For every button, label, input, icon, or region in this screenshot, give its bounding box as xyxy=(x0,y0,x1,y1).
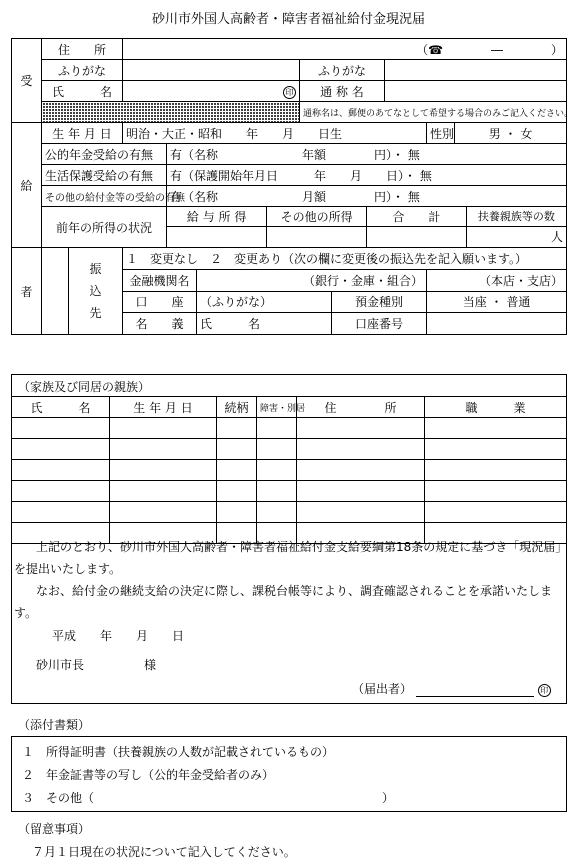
deposit-type-label: 預金種別 xyxy=(332,291,427,313)
bank-label: 金融機関名 xyxy=(123,269,197,291)
attachment-item: ３ その他（ ） xyxy=(22,791,395,805)
family-cell[interactable] xyxy=(257,460,297,481)
attachments-heading: （添付書類） xyxy=(18,718,91,732)
dependents-label: 扶養親族等の数 xyxy=(466,207,566,226)
family-cell[interactable] xyxy=(217,502,257,523)
alias-label: 通 称 名 xyxy=(300,81,385,102)
account-furigana-field[interactable]: （ふりがな） xyxy=(197,291,332,313)
dependents-field[interactable] xyxy=(466,226,566,247)
applicant-side-label-1: 受 xyxy=(12,39,42,123)
account-label-1: 口 座 xyxy=(123,291,197,313)
family-row xyxy=(12,418,567,439)
family-cell[interactable] xyxy=(110,439,217,460)
branch-type: （本店・支店） xyxy=(479,273,564,288)
family-cell[interactable] xyxy=(12,418,110,439)
family-col-address: 住 所 xyxy=(297,397,425,418)
phone-label: （☎ ― ） xyxy=(416,42,564,57)
family-cell[interactable] xyxy=(110,418,217,439)
family-col-job: 職 業 xyxy=(425,397,567,418)
account-name-label: 氏 名 xyxy=(200,317,261,332)
family-row xyxy=(12,460,567,481)
attachment-item: ２ 年金証書等の写し（公的年金受給者のみ） xyxy=(22,768,275,782)
submitter-seal-mark: 印 xyxy=(538,684,551,697)
family-cell[interactable] xyxy=(257,439,297,460)
bank-field[interactable] xyxy=(197,269,427,291)
pension-label: 公的年金受給の有無 xyxy=(42,144,167,165)
family-cell[interactable] xyxy=(257,418,297,439)
family-cell[interactable] xyxy=(217,481,257,502)
account-name-field[interactable] xyxy=(197,313,332,335)
declaration-paragraph-1: 上記のとおり、砂川市外国人高齢者・障害者福祉給付金支給要綱第18条の規定に基づき「現況届」を提出いたします。 xyxy=(14,540,562,576)
income-other-field[interactable] xyxy=(267,226,367,247)
family-cell[interactable] xyxy=(425,439,567,460)
form-title: 砂川市外国人高齢者・障害者福祉給付金現況届 xyxy=(151,12,425,27)
family-cell[interactable] xyxy=(110,481,217,502)
submitter-field[interactable] xyxy=(416,683,534,697)
account-number-field[interactable] xyxy=(427,313,567,335)
family-heading: （家族及び同居の親族） xyxy=(18,380,151,394)
family-cell[interactable] xyxy=(110,502,217,523)
family-cell[interactable] xyxy=(425,460,567,481)
family-cell[interactable] xyxy=(257,502,297,523)
family-cell[interactable] xyxy=(110,460,217,481)
family-table xyxy=(11,396,567,544)
seal-mark: 印 xyxy=(283,86,296,99)
family-cell[interactable] xyxy=(425,418,567,439)
family-col-name: 氏 名 xyxy=(12,397,110,418)
alias-furigana-label: ふりがな xyxy=(300,60,385,81)
transfer-change-field[interactable]: １ 変更なし ２ 変更あり（次の欄に変更後の振込先を記入願います。） xyxy=(123,248,567,270)
family-cell[interactable] xyxy=(217,418,257,439)
birth-field[interactable]: 明治・大正・昭和 年 月 日生 xyxy=(123,123,427,144)
family-row xyxy=(12,439,567,460)
family-cell[interactable] xyxy=(257,481,297,502)
family-col-disability: 障害・別居 xyxy=(257,397,297,418)
submitter-line[interactable] xyxy=(352,680,551,697)
sex-label: 性別 xyxy=(427,123,455,144)
notes-text: ７月１日現在の状況について記入してください。 xyxy=(32,845,296,859)
alias-furigana-field[interactable] xyxy=(385,60,567,81)
welfare-field[interactable]: 有（保護開始年月日 年 月 日）・ 無 xyxy=(167,165,567,186)
income-label: 前年の所得の状況 xyxy=(42,207,167,248)
bank-type: （銀行・金庫・組合） xyxy=(302,273,423,288)
family-row xyxy=(12,502,567,523)
transfer-label-3: 先 xyxy=(89,306,102,320)
other-benefit-label: その他の給付金等の受給の有無 xyxy=(42,186,167,207)
shaded-area xyxy=(42,102,300,123)
furigana-field[interactable] xyxy=(123,60,300,81)
account-number-label: 口座番号 xyxy=(332,313,427,335)
address-field[interactable] xyxy=(123,39,567,60)
submitter-label: （届出者） xyxy=(352,682,413,696)
family-cell[interactable] xyxy=(12,460,110,481)
sex-field[interactable]: 男 ・ 女 xyxy=(455,123,567,144)
alias-note: 通称名は、郵便のあてなとして希望する場合のみご記入ください。 xyxy=(300,102,567,123)
family-cell[interactable] xyxy=(217,460,257,481)
other-benefit-field[interactable]: 有（名称 月額 円）・ 無 xyxy=(167,186,567,207)
furigana-label: ふりがな xyxy=(42,60,123,81)
income-salary-field[interactable] xyxy=(167,226,267,247)
income-subtable xyxy=(167,207,566,247)
family-cell[interactable] xyxy=(425,502,567,523)
transfer-label-1: 振 xyxy=(89,262,102,276)
welfare-label: 生活保護受給の有無 xyxy=(42,165,167,186)
address-label: 住 所 xyxy=(42,39,123,60)
family-row xyxy=(12,481,567,502)
family-cell[interactable] xyxy=(217,439,257,460)
transfer-label-2: 込 xyxy=(89,284,102,298)
income-other-label: その他の所得 xyxy=(267,207,367,226)
family-cell[interactable] xyxy=(297,439,425,460)
family-cell[interactable] xyxy=(297,418,425,439)
deposit-type-field[interactable]: 当座 ・ 普通 xyxy=(427,291,567,313)
declaration-date[interactable]: 平成 年 月 日 xyxy=(52,629,185,643)
income-total-field[interactable] xyxy=(367,226,467,247)
family-cell[interactable] xyxy=(12,502,110,523)
branch-field[interactable] xyxy=(427,269,567,291)
transfer-label-box xyxy=(42,248,122,334)
family-cell[interactable] xyxy=(297,481,425,502)
applicant-table xyxy=(11,38,574,335)
family-cell[interactable] xyxy=(297,460,425,481)
family-col-relation: 続柄 xyxy=(217,397,257,418)
declaration-paragraph-2: なお、給付金の継続支給の決定に際し、課税台帳等により、調査確認されることを承諾いたします。 xyxy=(14,584,553,620)
declaration-addressee: 砂川市長 様 xyxy=(36,658,157,672)
applicant-side-label-2: 給 xyxy=(12,123,42,248)
notes-heading: （留意事項） xyxy=(18,822,91,836)
name-field[interactable] xyxy=(123,81,300,102)
family-col-birth: 生 年 月 日 xyxy=(110,397,217,418)
pension-field[interactable]: 有（名称 年額 円）・ 無 xyxy=(167,144,567,165)
account-label-2: 名 義 xyxy=(123,313,197,335)
family-cell[interactable] xyxy=(12,481,110,502)
birth-label: 生 年 月 日 xyxy=(42,123,123,144)
alias-field[interactable] xyxy=(385,81,567,102)
income-salary-label: 給 与 所 得 xyxy=(167,207,267,226)
dependents-unit: 人 xyxy=(551,230,564,245)
family-cell[interactable] xyxy=(425,481,567,502)
income-total-label: 合 計 xyxy=(367,207,467,226)
family-cell[interactable] xyxy=(12,439,110,460)
name-label: 氏 名 xyxy=(42,81,123,102)
attachment-item: １ 所得証明書（扶養親族の人数が記載されているもの） xyxy=(22,745,335,759)
family-cell[interactable] xyxy=(297,502,425,523)
applicant-side-label-3: 者 xyxy=(12,248,42,335)
